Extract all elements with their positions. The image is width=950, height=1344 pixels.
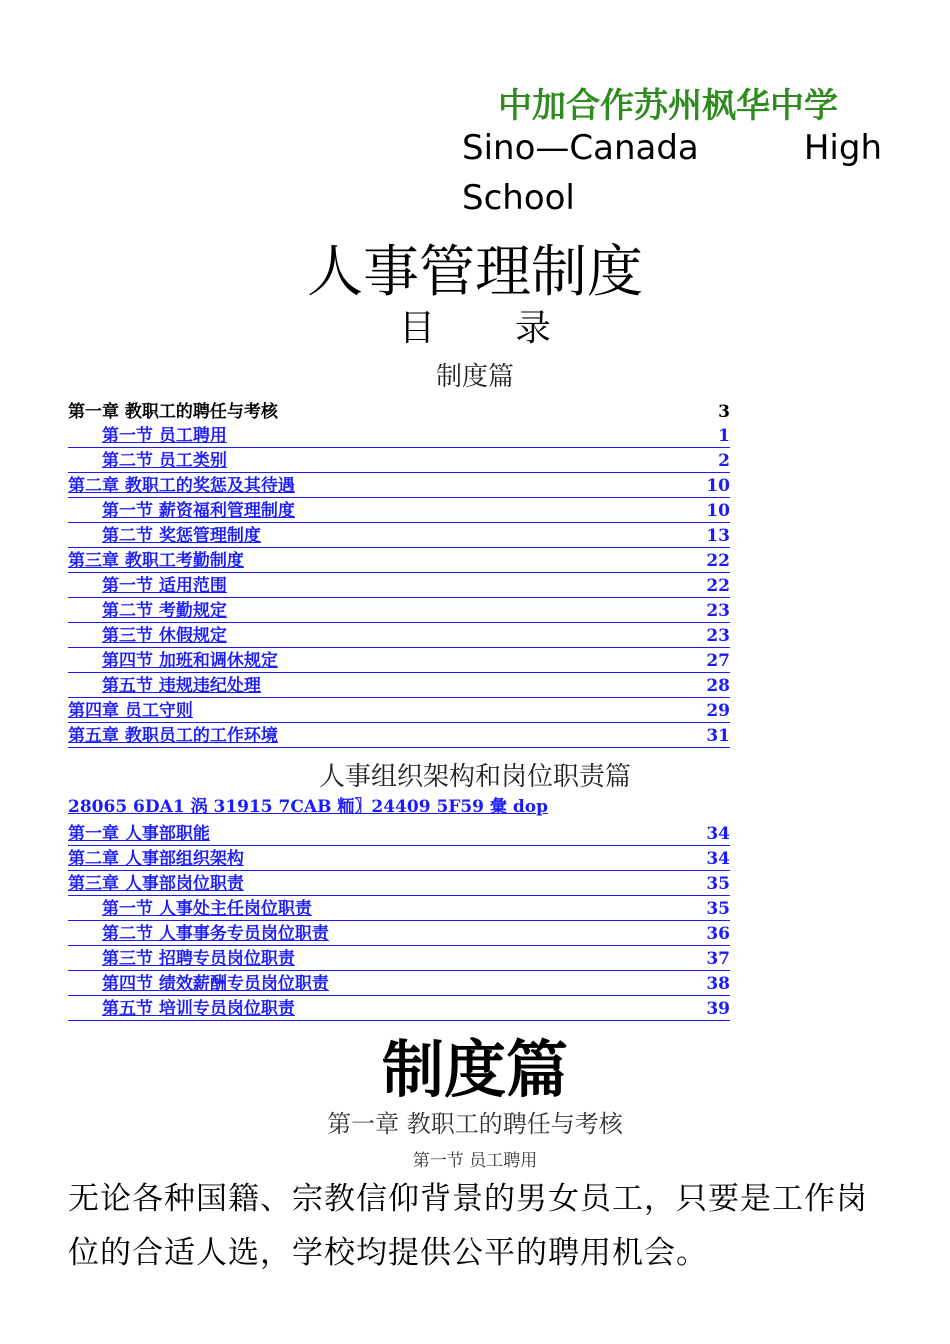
toc-entry-label: 第四节 加班和调休规定 [102, 651, 278, 671]
toc-entry[interactable] [68, 946, 730, 971]
toc-entry[interactable] [68, 548, 730, 573]
toc-entry[interactable] [68, 723, 730, 748]
toc-entry-page: 38 [706, 974, 730, 994]
toc-entry-label: 第四节 绩效薪酬专员岗位职责 [102, 974, 329, 994]
toc-entry-label: 第三章 教职工考勤制度 [68, 551, 244, 571]
toc-entry[interactable] [68, 896, 730, 921]
toc-entry[interactable] [68, 971, 730, 996]
toc-entry [68, 398, 730, 423]
toc-entry-page: 31 [706, 726, 730, 746]
toc-entry-page: 23 [706, 601, 730, 621]
toc-entry-label: 第一章 人事部职能 [68, 824, 210, 844]
toc-entry-page: 10 [706, 501, 730, 521]
toc-entry-label: 第二章 人事部组织架构 [68, 849, 244, 869]
toc-entry[interactable] [68, 598, 730, 623]
toc-entry-label: 第三节 休假规定 [102, 626, 227, 646]
toc-entry-page: 10 [706, 476, 730, 496]
toc-entry[interactable] [68, 473, 730, 498]
school-name-en-word2: High [803, 128, 882, 168]
toc-entry[interactable] [68, 623, 730, 648]
toc-entry-page: 35 [706, 899, 730, 919]
school-name-cn: 中加合作苏州枫华中学 [498, 86, 838, 126]
toc-entry-label: 第一节 薪资福利管理制度 [102, 501, 295, 521]
toc-part1-list [68, 398, 730, 748]
toc-entry-page: 39 [706, 999, 730, 1019]
toc-title-text: 目录 [398, 308, 631, 349]
toc-entry-page: 23 [706, 626, 730, 646]
toc-title [0, 300, 950, 351]
toc-entry-label: 第五节 违规违纪处理 [102, 676, 261, 696]
toc-entry-label: 第二节 奖惩管理制度 [102, 526, 261, 546]
toc-entry-label: 第二节 人事事务专员岗位职责 [102, 924, 329, 944]
toc-entry-label: 第三章 人事部岗位职责 [68, 874, 244, 894]
toc-entry-label: 第一章 教职工的聘任与考核 [68, 402, 278, 422]
toc-entry[interactable] [68, 698, 730, 723]
toc-part1-heading: 制度篇 [435, 362, 514, 392]
toc-entry-label: 第三节 招聘专员岗位职责 [102, 949, 295, 969]
toc-entry-page: 1 [718, 426, 730, 446]
toc-entry[interactable] [68, 846, 730, 871]
toc-entry-page: 35 [706, 874, 730, 894]
document-title: 人事管理制度 [307, 240, 643, 305]
toc-part2-list [68, 796, 730, 1021]
school-name-en-word1: Sino—Canada [462, 128, 699, 168]
toc-entry-page: 22 [706, 551, 730, 571]
toc-entry-page: 28 [706, 676, 730, 696]
toc-entry-page: 37 [706, 949, 730, 969]
toc-entry-page: 3 [718, 402, 730, 422]
toc-entry-label: 第二节 员工类别 [102, 451, 227, 471]
toc-entry[interactable] [68, 423, 730, 448]
toc-entry-page: 34 [706, 849, 730, 869]
toc-entry-label: 第五节 培训专员岗位职责 [102, 999, 295, 1019]
toc-entry-page: 29 [706, 701, 730, 721]
toc-entry-label: 第二节 考勤规定 [102, 601, 227, 621]
toc-garbled-link[interactable]: 28065 6DA1 涡 31915 7CAB 粫〗24409 5F59 彙 dop [68, 797, 548, 817]
toc-entry[interactable] [68, 498, 730, 523]
toc-entry-label: 第一节 适用范围 [102, 576, 227, 596]
toc-entry-page: 36 [706, 924, 730, 944]
toc-entry-label: 第五章 教职员工的工作环境 [68, 726, 278, 746]
toc-entry-page: 13 [706, 526, 730, 546]
toc-entry-page: 34 [706, 824, 730, 844]
toc-entry[interactable] [68, 996, 730, 1021]
toc-entry[interactable] [68, 573, 730, 598]
toc-entry-label: 第二章 教职工的奖惩及其待遇 [68, 476, 295, 496]
section-heading: 第一节 员工聘用 [412, 1151, 538, 1171]
toc-entry-page: 2 [718, 451, 730, 471]
toc-entry[interactable] [68, 673, 730, 698]
toc-entry[interactable] [68, 821, 730, 846]
toc-entry[interactable] [68, 448, 730, 473]
toc-part2-heading: 人事组织架构和岗位职责篇 [318, 762, 631, 792]
school-name-en-line2: School [462, 178, 575, 218]
toc-entry[interactable] [68, 871, 730, 896]
toc-entry-page: 22 [706, 576, 730, 596]
toc-entry-label: 第一节 人事处主任岗位职责 [102, 899, 312, 919]
school-name-en-line1 [462, 128, 882, 168]
toc-entry-page: 27 [706, 651, 730, 671]
body-paragraph: 无论各种国籍、宗教信仰背景的男女员工，只要是工作岗位的合适人选，学校均提供公平的聘用机会。 [68, 1181, 868, 1271]
chapter-heading: 第一章 教职工的聘任与考核 [327, 1110, 623, 1138]
toc-entry-label: 第一节 员工聘用 [102, 426, 227, 446]
part-heading: 制度篇 [381, 1033, 568, 1106]
toc-entry-label: 第四章 员工守则 [68, 701, 193, 721]
toc-entry[interactable] [68, 921, 730, 946]
toc-entry[interactable] [68, 648, 730, 673]
toc-entry[interactable] [68, 523, 730, 548]
